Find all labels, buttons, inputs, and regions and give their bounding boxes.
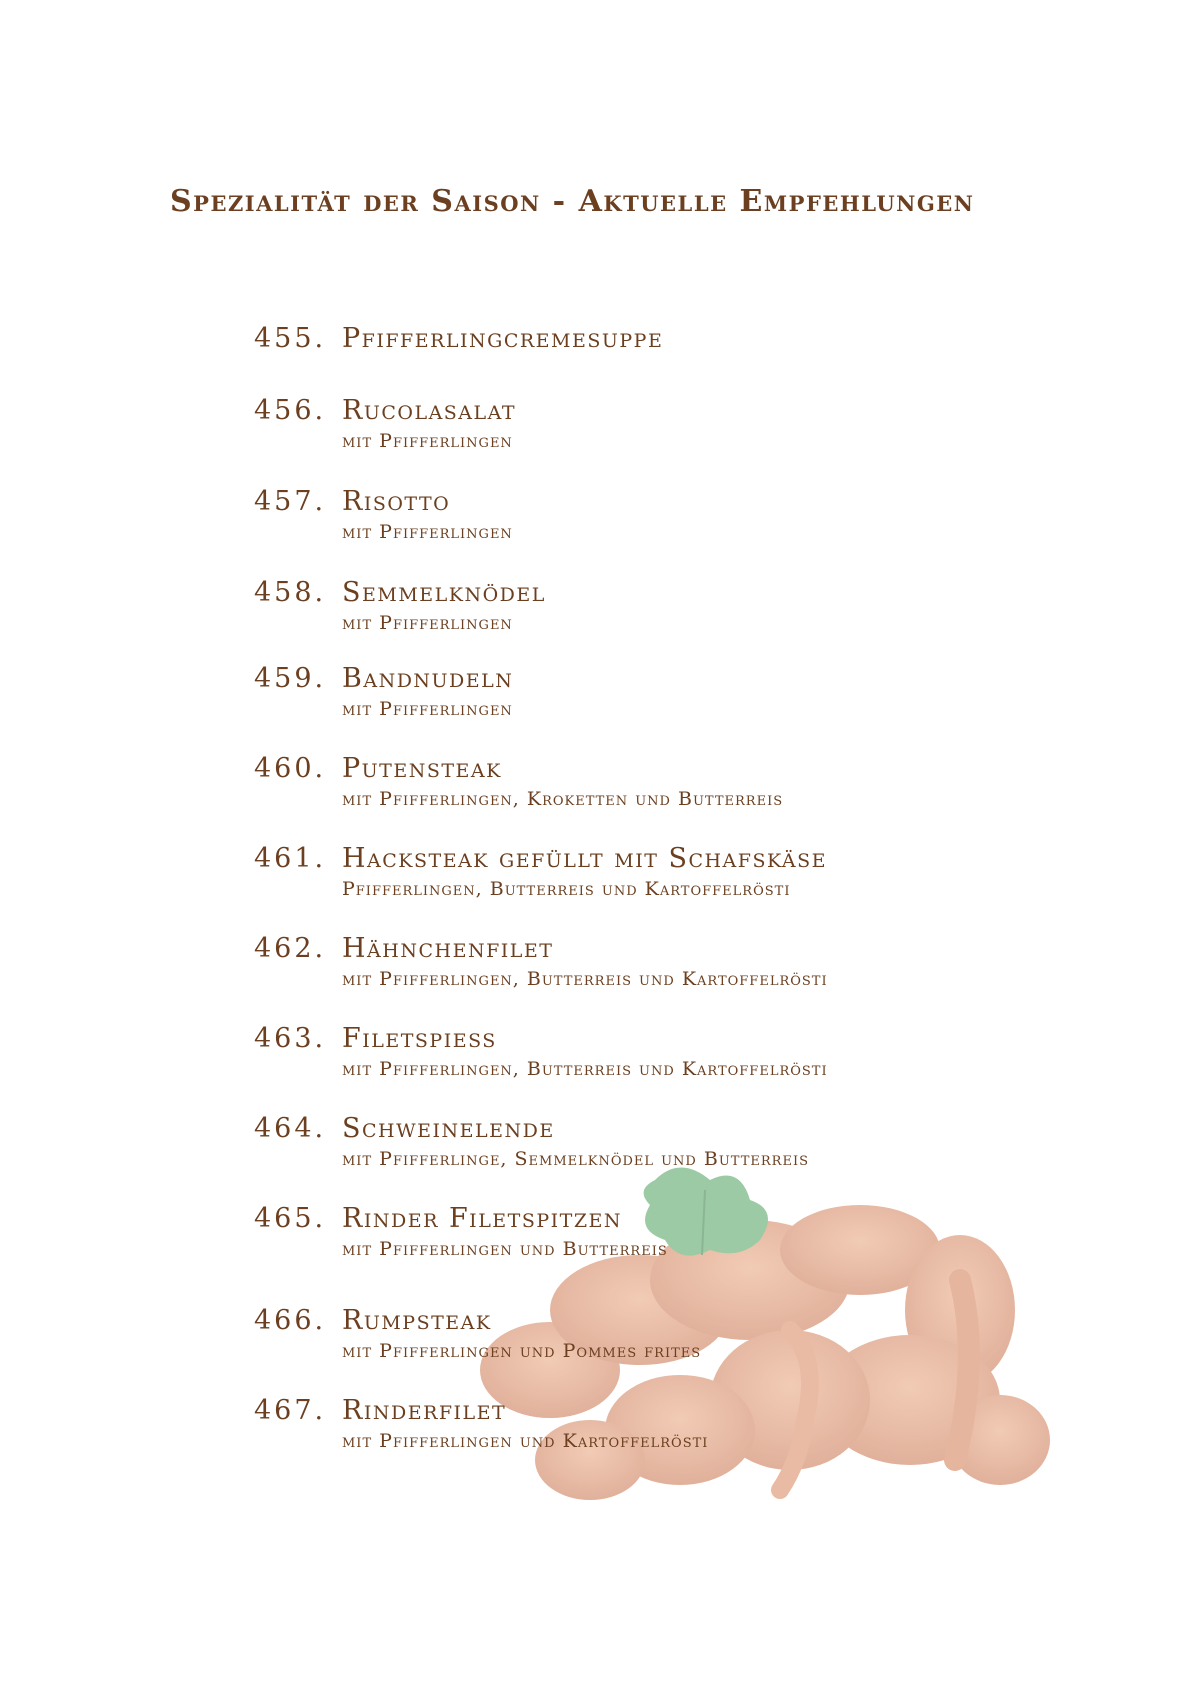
- item-description: mit Pfifferlingen und Butterreis: [342, 1238, 668, 1260]
- menu-item: [254, 660, 1134, 720]
- item-number: 458.: [254, 577, 327, 608]
- item-description: mit Pfifferlingen: [342, 612, 513, 634]
- item-description: mit Pfifferlingen, Kroketten und Butterreis: [342, 788, 784, 810]
- item-description: Pfifferlingen, Butterreis und Kartoffelrösti: [342, 878, 791, 900]
- menu-item: [254, 930, 1134, 990]
- menu-item: [254, 750, 1134, 810]
- item-description: mit Pfifferlingen, Butterreis und Kartoffelrösti: [342, 968, 828, 990]
- menu-item: [254, 1200, 1134, 1260]
- item-name: Pfifferlingcremesuppe: [342, 323, 664, 354]
- item-description: mit Pfifferlingen und Kartoffelrösti: [342, 1430, 709, 1452]
- item-number: 457.: [254, 486, 327, 517]
- item-name: Bandnudeln: [342, 663, 514, 694]
- item-description: mit Pfifferlingen: [342, 698, 513, 720]
- menu-item: [254, 320, 1134, 358]
- item-number: 462.: [254, 933, 327, 964]
- item-number: 465.: [254, 1203, 327, 1234]
- item-description: mit Pfifferlingen, Butterreis und Kartoffelrösti: [342, 1058, 828, 1080]
- item-number: 456.: [254, 395, 327, 426]
- menu-item: [254, 574, 1134, 634]
- item-name: Putensteak: [342, 753, 502, 784]
- menu-item: [254, 1392, 1134, 1452]
- item-number: 459.: [254, 663, 327, 694]
- item-description: mit Pfifferlingen: [342, 430, 513, 452]
- item-name: Rucolasalat: [342, 395, 517, 426]
- menu-item: [254, 840, 1134, 900]
- item-name: Hähnchenfilet: [342, 933, 554, 964]
- item-description: mit Pfifferlingen und Pommes frites: [342, 1340, 702, 1362]
- item-name: Risotto: [342, 486, 451, 517]
- item-name: Filetspiess: [342, 1023, 497, 1054]
- item-number: 466.: [254, 1305, 327, 1336]
- page-title: Spezialität der Saison - Aktuelle Empfehlungen: [170, 184, 975, 219]
- menu-item: [254, 1020, 1134, 1080]
- item-name: Rinder Filetspitzen: [342, 1203, 623, 1234]
- item-number: 464.: [254, 1113, 327, 1144]
- item-number: 463.: [254, 1023, 327, 1054]
- item-number: 455.: [254, 323, 327, 354]
- menu-item: [254, 483, 1134, 543]
- item-name: Semmelknödel: [342, 577, 546, 608]
- item-name: Rinderfilet: [342, 1395, 507, 1426]
- item-name: Rumpsteak: [342, 1305, 492, 1336]
- item-number: 467.: [254, 1395, 327, 1426]
- menu-item: [254, 392, 1134, 452]
- menu-item: [254, 1110, 1134, 1170]
- item-name: Schweinelende: [342, 1113, 555, 1144]
- item-number: 460.: [254, 753, 327, 784]
- menu-item: [254, 1302, 1134, 1362]
- item-description: mit Pfifferlingen: [342, 521, 513, 543]
- item-number: 461.: [254, 843, 327, 874]
- item-description: mit Pfifferlinge, Semmelknödel und Butterreis: [342, 1148, 809, 1170]
- item-name: Hacksteak gefüllt mit Schafskäse: [342, 843, 828, 874]
